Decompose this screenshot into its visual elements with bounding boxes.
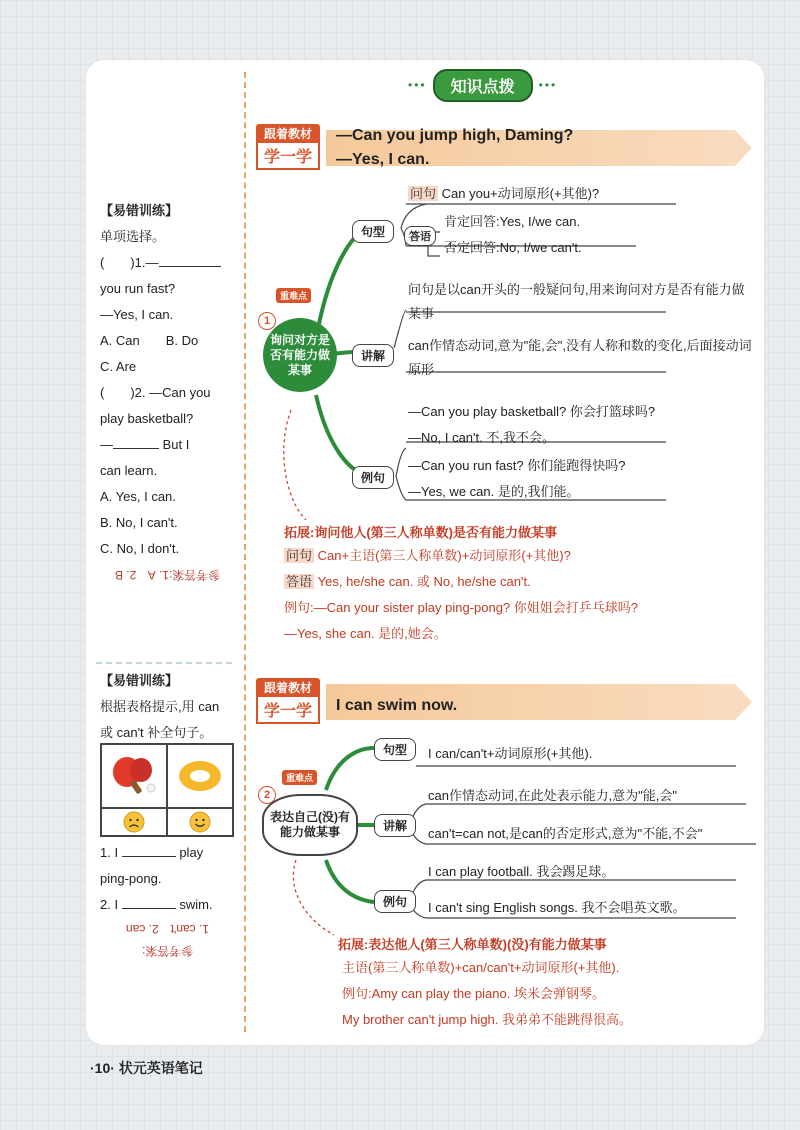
- section1-header: [256, 124, 752, 166]
- book-title: 状元英语笔记: [118, 1060, 203, 1076]
- section1-ext-answer: [284, 572, 531, 592]
- page-number: ·10·: [90, 1060, 115, 1076]
- sidebar1-q2a: ( )2. —Can you: [100, 385, 211, 400]
- section1-extension-title: 拓展:询问他人(第三人称单数)是否有能力做某事: [284, 525, 557, 540]
- answer-blank[interactable]: [122, 894, 176, 909]
- section1-explain-node: 讲解: [352, 344, 394, 367]
- section1-ext-question-text: Can+主语(第三人称单数)+动词原形(+其他)?: [317, 548, 571, 563]
- section1-number: 1: [258, 312, 276, 330]
- happy-face-icon: [189, 811, 211, 833]
- section2-example2: I can't sing English songs. 我不会唱英文歌。: [428, 900, 686, 915]
- happy-face-cell: [167, 808, 233, 836]
- section2-tag-bottom: 学一学: [256, 697, 320, 724]
- sidebar1-q1-option-a: A. Can: [100, 333, 140, 348]
- section1-explain1: 问句是以can开头的一般疑问句,用来询问对方是否有能力做某事: [408, 282, 745, 321]
- sidebar2-answer-label: 参考答案:: [141, 944, 194, 958]
- sidebar2: [100, 668, 235, 746]
- section1-line2: —Yes, I can.: [336, 151, 430, 168]
- section1-tag: [256, 124, 320, 170]
- answer-blank[interactable]: [113, 434, 159, 449]
- section2-tag-top: 跟着教材: [256, 678, 320, 697]
- hint-table: [100, 743, 234, 837]
- section1-example1a: —Can you play basketball? 你会打篮球吗?: [408, 404, 656, 419]
- section1-ext-question-label: 问句: [286, 548, 313, 563]
- sidebar2-instruction2: 或 can't 补全句子。: [100, 725, 213, 740]
- section1-example1b: —No, I can't. 不,我不会。: [408, 430, 555, 445]
- section2-number: 2: [258, 786, 276, 804]
- section2-header: [256, 678, 752, 720]
- pingpong-paddle-icon: [109, 754, 159, 798]
- section2-line1: I can swim now.: [336, 697, 458, 714]
- section1-question: [408, 184, 599, 204]
- section1-ext-example2: —Yes, she can. 是的,她会。: [284, 626, 447, 641]
- section1-question-text: Can you+动词原形(+其他)?: [441, 186, 600, 201]
- sidebar1-q2-option-c: C. No, I don't.: [100, 541, 180, 556]
- sidebar1-answer-key: 参考答案:1. A 2. B: [114, 568, 221, 582]
- section2-example1: I can play football. 我会踢足球。: [428, 864, 615, 879]
- column-divider: [244, 72, 246, 1032]
- title-dots-left: •••: [408, 78, 427, 92]
- section2-topic-cloud: 表达自己(没)有能力做某事: [262, 794, 358, 856]
- section2-pattern: I can/can't+动词原形(+其他).: [428, 746, 593, 761]
- sad-face-cell: [101, 808, 167, 836]
- sad-face-icon: [123, 811, 145, 833]
- title-dots-right: •••: [538, 78, 558, 92]
- sidebar-divider: [96, 662, 232, 664]
- section2-tag: [256, 678, 320, 724]
- sidebar1-q1b: you run fast?: [100, 281, 176, 296]
- sidebar2-q1c: ping-pong.: [100, 871, 162, 886]
- swim-ring-icon: [175, 756, 225, 796]
- pingpong-cell: [101, 744, 167, 808]
- section1-answer-yes: 肯定回答:Yes, I/we can.: [444, 214, 581, 229]
- sidebar1-q2b: play basketball?: [100, 411, 194, 426]
- page-footer: [90, 1058, 203, 1078]
- sidebar1-q1-option-c: C. Are: [100, 359, 137, 374]
- sidebar2-q2: 2. I swim.: [100, 892, 235, 918]
- section2-explain1: can作情态动词,在此处表示能力,意为"能,会": [428, 788, 678, 803]
- section-title: [408, 72, 557, 98]
- section1-tag-top: 跟着教材: [256, 124, 320, 143]
- title-pill: 知识点拨: [433, 69, 533, 102]
- section1-hard-tag: 重难点: [276, 288, 311, 303]
- sidebar1-instruction: 单项选择。: [100, 229, 166, 244]
- section2-pattern-node: 句型: [374, 738, 416, 761]
- section2-extension-title: 拓展:表达他人(第三人称单数)(没)有能力做某事: [338, 937, 607, 952]
- section1-example-node: 例句: [352, 466, 394, 489]
- section1-example2b: —Yes, we can. 是的,我们能。: [408, 484, 580, 499]
- section1-ext-answer-text: Yes, he/she can. 或 No, he/she can't.: [317, 574, 531, 589]
- sidebar2-q1a: 1. I play: [100, 840, 235, 866]
- section1-tag-bottom: 学一学: [256, 143, 320, 170]
- sidebar1-title: 【易错训练】: [100, 203, 179, 218]
- section1-answer-label: 答语: [404, 226, 436, 246]
- section1-answer-no: 否定回答:No, I/we can't.: [444, 240, 582, 255]
- sidebar1-q2c: — But I: [100, 432, 235, 458]
- section1-explain2: can作情态动词,意为"能,会",没有人称和数的变化,后面接动词原形: [408, 338, 752, 377]
- section2-example-node: 例句: [374, 890, 416, 913]
- section1-topic-bubble: 询问对方是否有能力做某事: [263, 318, 337, 392]
- section2-ext-example2: My brother can't jump high. 我弟弟不能跳得很高。: [342, 1012, 632, 1027]
- sidebar1: [100, 198, 235, 588]
- section2-hard-tag: 重难点: [282, 770, 317, 785]
- sidebar1-q1-options-ab: [100, 328, 235, 354]
- sidebar2-questions: [100, 840, 235, 962]
- sidebar2-title: 【易错训练】: [100, 673, 179, 688]
- section2-ext-example1: 例句:Amy can play the piano. 埃米会弹钢琴。: [342, 986, 605, 1001]
- section1-line1: —Can you jump high, Daming?: [336, 127, 574, 144]
- sidebar1-q2-option-b: B. No, I can't.: [100, 515, 178, 530]
- section1-example2a: —Can you run fast? 你们能跑得快吗?: [408, 458, 626, 473]
- sidebar2-answer-key: 1. can't 2. can: [125, 922, 209, 936]
- section2-explain2: can't=can not,是can的否定形式,意为"不能,不会": [428, 826, 703, 841]
- sidebar1-q1c: —Yes, I can.: [100, 307, 174, 322]
- section1-ext-example1: 例句:—Can your sister play ping-pong? 你姐姐会打乒乓球吗?: [284, 600, 639, 615]
- sidebar1-q2d: can learn.: [100, 463, 158, 478]
- sidebar1-q2-option-a: A. Yes, I can.: [100, 489, 176, 504]
- sidebar1-q1a: ( )1.—: [100, 250, 235, 276]
- section1-question-label: 问句: [410, 186, 437, 201]
- section2-explain-node: 讲解: [374, 814, 416, 837]
- sidebar1-q1-option-b: B. Do: [165, 333, 199, 348]
- section1-ext-answer-label: 答语: [286, 574, 313, 589]
- section1-dialogue: [336, 124, 573, 172]
- answer-blank[interactable]: [122, 842, 176, 857]
- section1-pattern-node: 句型: [352, 220, 394, 243]
- sidebar2-instruction1: 根据表格提示,用 can: [100, 699, 220, 714]
- swim-ring-cell: [167, 744, 233, 808]
- answer-blank[interactable]: [159, 252, 221, 267]
- section1-ext-question: [284, 546, 571, 566]
- section2-ext-pattern: 主语(第三人称单数)+can/can't+动词原形(+其他).: [342, 960, 620, 975]
